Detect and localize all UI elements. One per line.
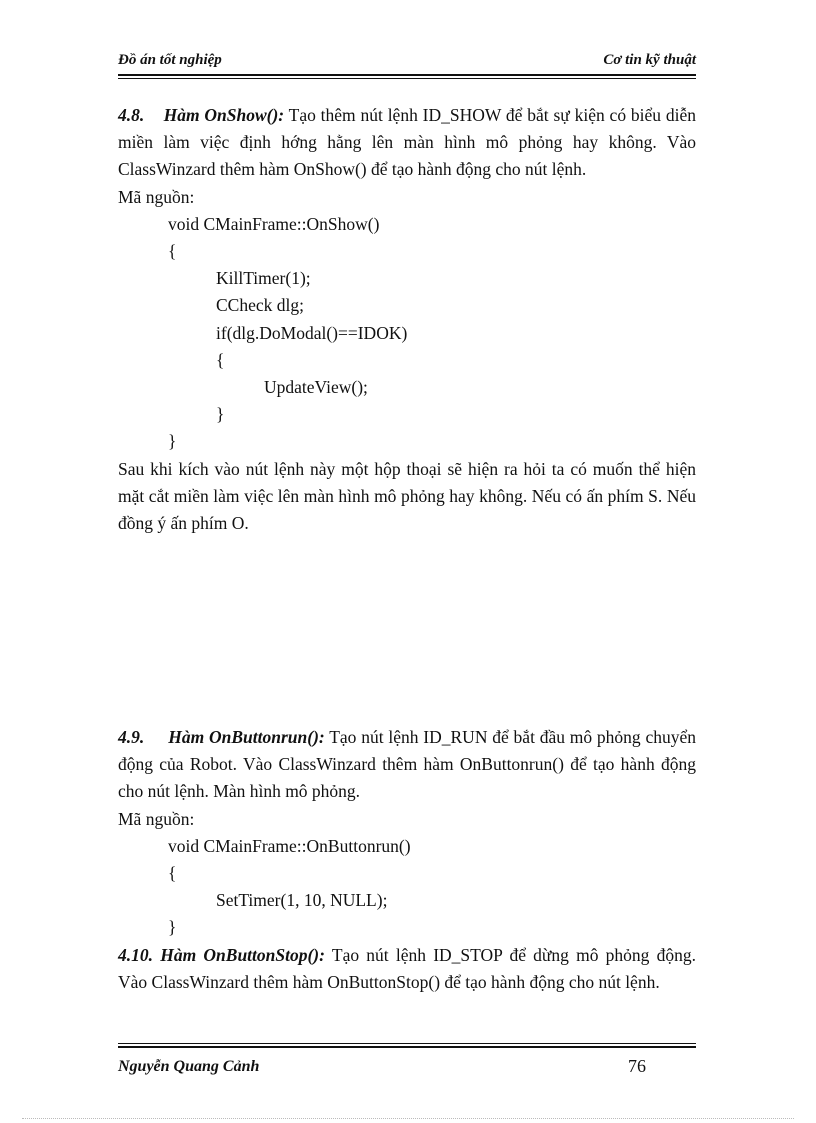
- header-right: Cơ tin kỹ thuật: [603, 52, 696, 68]
- code-line: void CMainFrame::OnShow(): [168, 213, 380, 234]
- header-rule-thin: [118, 78, 696, 79]
- section-intro: Tạo nút lệnh ID_RUN để bắt đầu mô phỏng chuyển động của Robot. Vào ClassWinzard thêm hàm OnButtonrun() để tạo hành động cho nút lệnh. Màn hình mô phỏng.: [118, 727, 697, 802]
- section-paragraph: [118, 102, 696, 184]
- code-line: }: [216, 404, 225, 425]
- section-4-9: [118, 724, 696, 996]
- section-number: 4.10.: [118, 944, 153, 965]
- section-paragraph: [118, 942, 696, 996]
- code-line: {: [168, 863, 177, 884]
- section-after-text: Sau khi kích vào nút lệnh này một hộp thoại sẽ hiện ra hỏi ta có muốn thể hiện mặt cắt miền làm việc lên màn hình mô phỏng hay không. Nếu có ấn phím S. Nếu đồng ý ấn phím O.: [118, 458, 696, 534]
- code-line: }: [168, 431, 177, 452]
- footer-rule-thin: [118, 1043, 696, 1044]
- page-bottom-divider: [22, 1118, 794, 1119]
- code-line: if(dlg.DoModal()==IDOK): [216, 322, 408, 343]
- section-paragraph: [118, 724, 696, 806]
- section-intro: Tạo thêm nút lệnh ID_SHOW để bắt sự kiện có biểu diễn miền làm việc định hớng hằng lên màn hình mô phỏng hay không. Vào ClassWinzard thêm hàm OnShow() để tạo hành động cho nút lệnh.: [118, 105, 696, 180]
- section-title: Hàm OnButtonrun():: [168, 727, 325, 747]
- footer-author: Nguyễn Quang Cảnh: [118, 1058, 260, 1075]
- page-number: 76: [628, 1056, 646, 1076]
- page-header: [118, 50, 696, 72]
- section-title: Hàm OnShow():: [163, 105, 285, 125]
- source-label: Mã nguồn:: [118, 186, 195, 207]
- code-line: void CMainFrame::OnButtonrun(): [168, 835, 411, 856]
- page-footer: [118, 1056, 696, 1080]
- code-line: SetTimer(1, 10, NULL);: [216, 890, 388, 911]
- code-line: {: [216, 349, 225, 370]
- footer-rule: [118, 1046, 696, 1048]
- header-left: Đồ án tốt nghiệp: [118, 52, 222, 68]
- code-line: CCheck dlg;: [216, 295, 304, 316]
- header-rule: [118, 74, 696, 76]
- section-number: 4.9.: [118, 727, 145, 747]
- code-line: KillTimer(1);: [216, 268, 311, 289]
- code-line: UpdateView();: [264, 377, 368, 398]
- section-intro: Tạo nút lệnh ID_STOP để dừng mô phỏng động. Vào ClassWinzard thêm hàm OnButtonStop() để tạo hành động cho nút lệnh.: [118, 944, 697, 992]
- section-4-8: [118, 102, 696, 537]
- source-label: Mã nguồn:: [118, 808, 195, 829]
- section-title: Hàm OnButtonStop():: [160, 944, 325, 965]
- code-line: }: [168, 917, 177, 938]
- code-line: {: [168, 241, 177, 262]
- section-number: 4.8.: [118, 105, 145, 125]
